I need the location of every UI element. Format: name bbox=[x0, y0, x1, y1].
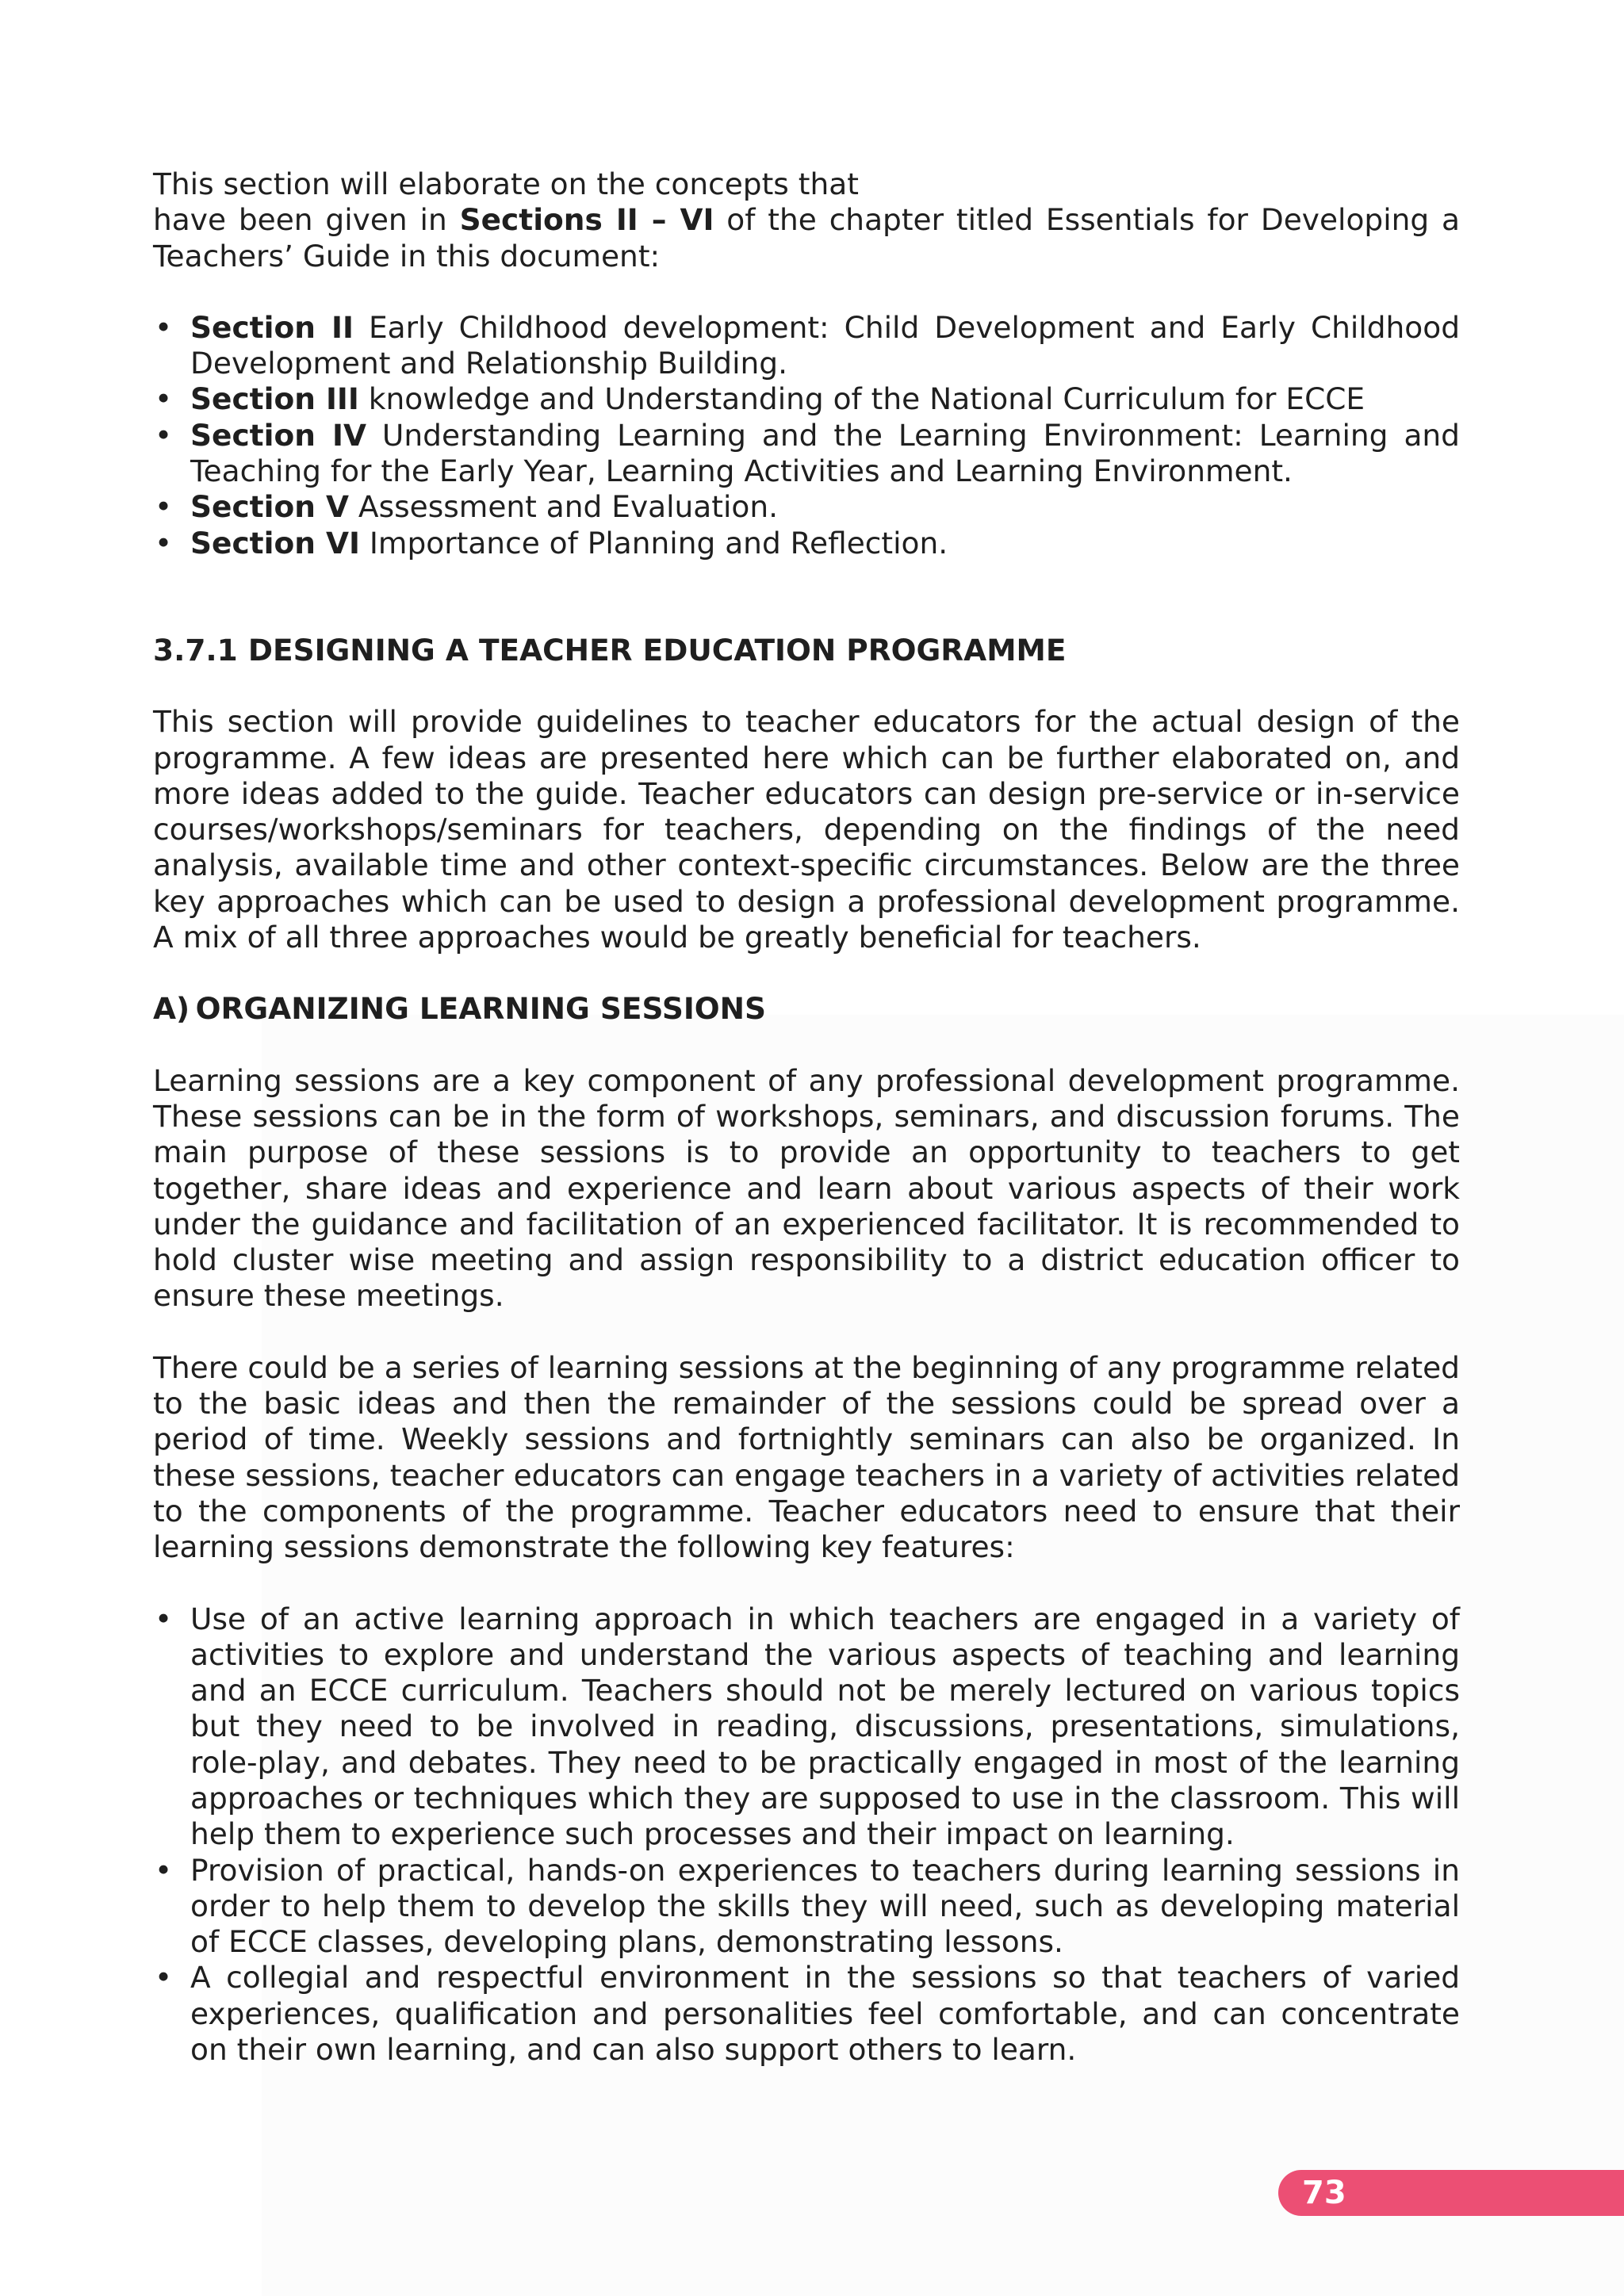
intro-sections-ref: Sections II – VI bbox=[459, 202, 714, 238]
list-item bbox=[153, 489, 1460, 525]
section-label: Section III bbox=[190, 381, 359, 417]
spacer bbox=[153, 274, 1460, 310]
list-item bbox=[153, 381, 1460, 417]
key-features-list bbox=[153, 1601, 1460, 2068]
list-item bbox=[153, 1601, 1460, 1853]
list-item bbox=[153, 1853, 1460, 1961]
spacer bbox=[153, 1314, 1460, 1350]
page-number: 73 bbox=[1302, 2175, 1346, 2211]
spacer bbox=[153, 1566, 1460, 1601]
paragraph-series-of-sessions: There could be a series of learning sessions at the beginning of any programme related to the basic ideas and then the remainder of the sessions could be spread over a period of time. Weekly sessions and fortnightly seminars can also be organized. In these sessions, teacher educators can engage teachers in a variety of activities related to the components of the programme. Teacher educators need to ensure that their learning sessions demonstrate the following key features: bbox=[153, 1349, 1460, 1565]
bullet-icon: • bbox=[155, 381, 173, 417]
list-item bbox=[153, 526, 1460, 561]
intro-line-1: This section will elaborate on the concepts that bbox=[153, 166, 859, 201]
bullet-icon: • bbox=[155, 1852, 173, 1888]
subheading-organizing-learning-sessions: A) ORGANIZING LEARNING SESSIONS bbox=[153, 991, 767, 1027]
page-content bbox=[153, 166, 1460, 2068]
intro-text-post: of the chapter titled Essentials for Developing a Teachers’ Guide in this document: bbox=[153, 202, 1461, 274]
section-label: Section V bbox=[190, 489, 349, 525]
spacer bbox=[153, 561, 1460, 633]
bullet-icon: • bbox=[155, 489, 173, 525]
feature-text: A collegial and respectful environment in the sessions so that teachers of varied experiences, qualification and personalities feel comfortable, and can concentrate on their own learning, and can also support others to learn. bbox=[190, 1960, 1460, 2068]
section-description: Assessment and Evaluation. bbox=[349, 489, 779, 525]
spacer bbox=[153, 1027, 1460, 1063]
paragraph-3-7-1: This section will provide guidelines to teacher educators for the actual design of the programme. A few ideas are presented here which can be further elaborated on, and more ideas added to the guide. Teacher educators can design pre-service or in-service courses/workshops/seminars for teachers, depending on the findings of the need analysis, available time and other context-specific circumstances. Below are the three key approaches which can be used to design a professional development programme. A mix of all three approaches would be greatly beneficial for teachers. bbox=[153, 704, 1460, 955]
list-item bbox=[153, 310, 1460, 382]
bullet-icon: • bbox=[155, 309, 173, 345]
sections-list bbox=[153, 310, 1460, 561]
page-number-tab bbox=[1278, 2170, 1624, 2216]
section-description: knowledge and Understanding of the National Curriculum for ECCE bbox=[358, 381, 1365, 417]
spacer bbox=[153, 955, 1460, 991]
paragraph-learning-sessions: Learning sessions are a key component of any professional development programme. These sessions can be in the form of workshops, seminars, and discussion forums. The main purpose of these sessions is to provide an opportunity to teachers to get together, share ideas and experience and learn about various aspects of their work under the guidance and facilitation of an experienced facilitator. It is recommended to hold cluster wise meeting and assign responsibility to a district education officer to ensure these meetings. bbox=[153, 1062, 1460, 1314]
intro-text-pre: have been given in bbox=[153, 202, 460, 238]
bullet-icon: • bbox=[155, 525, 173, 561]
section-description: Understanding Learning and the Learning Environment: Learning and Teaching for the Early Year, Learning Activities and Learning Environment. bbox=[190, 417, 1460, 489]
feature-text: Provision of practical, hands-on experiences to teachers during learning sessions in order to help them to develop the skills they will need, such as developing material of ECCE classes, developing plans, demonstrating lessons. bbox=[190, 1852, 1460, 1960]
bullet-icon: • bbox=[155, 1960, 173, 1996]
list-item bbox=[153, 418, 1460, 490]
section-description: Importance of Planning and Reflection. bbox=[359, 525, 948, 561]
section-label: Section IV bbox=[190, 417, 366, 453]
list-item bbox=[153, 1960, 1460, 2068]
feature-text: Use of an active learning approach in which teachers are engaged in a variety of activities to explore and understand the various aspects of teaching and learning and an ECCE curriculum. Teachers should not be merely lectured on various topics but they need to be involved in reading, discussions, presentations, simulations, role-play, and debates. They need to be practically engaged in most of the learning approaches or techniques which they are supposed to use in the classroom. This will help them to experience such processes and their impact on learning. bbox=[190, 1601, 1460, 1852]
section-label: Section II bbox=[190, 309, 354, 345]
section-heading-3-7-1: 3.7.1 DESIGNING A TEACHER EDUCATION PROGRAMME bbox=[153, 632, 1067, 668]
bullet-icon: • bbox=[155, 417, 173, 453]
intro-paragraph bbox=[153, 202, 1460, 274]
section-label: Section VI bbox=[190, 525, 360, 561]
section-description: Early Childhood development: Child Development and Early Childhood Development and Relationship Building. bbox=[190, 309, 1461, 381]
bullet-icon: • bbox=[155, 1601, 173, 1636]
spacer bbox=[153, 668, 1460, 704]
